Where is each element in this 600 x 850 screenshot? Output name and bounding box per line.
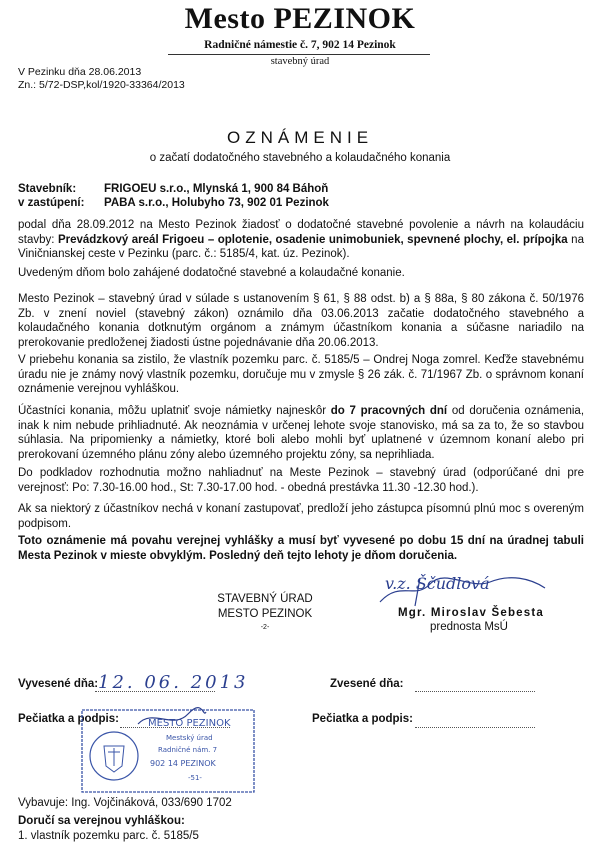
stamp-line4: 902 14 PEZINOK xyxy=(150,759,216,768)
stamp-line3: Radničné nám. 7 xyxy=(158,746,218,754)
paragraph-representation: Ak sa niektorý z účastníkov nechá v konaní zastupovať, predloží jeho zástupca písomnú plnú moc s overeným podpisom. xyxy=(18,503,584,530)
removed-label: Zvesené dňa: xyxy=(330,678,404,690)
header-divider xyxy=(168,54,430,55)
office-name: stavebný úrad xyxy=(270,56,330,67)
page-mark: -2- xyxy=(260,624,270,631)
p5-deadline: do 7 pracovných dní xyxy=(330,405,448,417)
p5-text-a: Účastníci konania, môžu uplatniť svoje námietky najneskôr xyxy=(18,405,331,417)
p5-text-c: od doručenia oznámenia, inak k nim nebude prihliadnuté. Ak neoznámia v určenej lehote svoje stanovisko, má sa za to, že so stavbou súhlasia. Na pripomienky a námietky, ktoré boli alebo mohli byť uplatnené v územnom konaní alebo pri prerokovaní územného plánu zóny alebo územného projektu zóny, sa neprihliada. xyxy=(18,405,585,461)
stamp-label-right: Pečiatka a podpis: xyxy=(312,713,413,725)
delivery-label: Doručí sa verejnou vyhláškou: xyxy=(18,815,185,827)
signatory-name: Mgr. Miroslav Šebesta xyxy=(398,607,544,619)
city-title: Mesto PEZINOK xyxy=(184,2,416,35)
removed-date-line xyxy=(415,691,535,692)
stamp-line5: -51- xyxy=(188,774,202,782)
delivery-item: 1. vlastník pozemku parc. č. 5185/5 xyxy=(18,830,199,842)
paragraph-application xyxy=(18,218,584,262)
stamp-line1: MESTO PEZINOK xyxy=(148,718,231,729)
paragraph-objections xyxy=(18,404,584,462)
agent-value: PABA s.r.o., Holubyho 73, 902 01 Pezinok xyxy=(104,197,329,209)
office-stamp-line1: STAVEBNÝ ÚRAD xyxy=(217,593,313,605)
office-stamp-line2: MESTO PEZINOK xyxy=(217,608,313,620)
paragraph-public-notice: Toto oznámenie má povahu verejnej vyhlášky a musí byť vyvesené po dobu 15 dní na úradnej tabuli Mesta Pezinok v mieste obvyklým. Posledný deň tejto lehoty je dňom doručenia. xyxy=(18,535,584,562)
p1-text: podal dňa 28.09.2012 na Mesto Pezinok žiadosť o dodatočné stavebné povolenie a návrh na kolaudáciu stavby: xyxy=(18,219,584,246)
city-address: Radničné námestie č. 7, 902 14 Pezinok xyxy=(204,39,396,51)
posted-date-handwritten: 12. 06. 2013 xyxy=(98,672,249,693)
prepared-by: Vybavuje: Ing. Vojčináková, 033/690 1702 xyxy=(18,797,232,809)
signature-scribble xyxy=(360,570,560,610)
builder-value: FRIGOEU s.r.o., Mlynská 1, 900 84 Báhoň xyxy=(104,183,329,195)
posted-date-line xyxy=(95,691,215,692)
official-stamp xyxy=(78,706,258,796)
stamp-label-left: Pečiatka a podpis: xyxy=(18,713,119,725)
signatory-role: prednosta MsÚ xyxy=(430,621,508,633)
stamp-line-right xyxy=(415,727,535,728)
stamp-line2: Mestský úrad xyxy=(166,734,213,742)
reference-number: Zn.: 5/72-DSP,kol/1920-33364/2013 xyxy=(18,79,185,91)
agent-label: v zastúpení: xyxy=(18,197,85,209)
paragraph-legal-basis: Mesto Pezinok – stavebný úrad v súlade s ustanovením § 61, § 88 odst. b) a § 88a, § 80 zákona č. 50/1976 Zb. v znení noviel (stavebný zákon) oznámilo dňa 03.06.2013 začatie dodatočného stavebného a kolaudačného konania dotknutým orgánom a známym účastníkom konania a súčasne nariadilo na prerokovanie predloženej žiadosti ústne pojednávanie dňa 20.06.2013. xyxy=(18,293,584,349)
posted-label: Vyvesené dňa: xyxy=(18,678,99,690)
notice-subheading: o začatí dodatočného stavebného a kolaudačného konania xyxy=(149,152,451,164)
paragraph-office-hours: Do podkladov rozhodnutia možno nahliadnuť na Meste Pezinok – stavebný úrad (odporúčané dni pre verejnosť: Po: 7.30-16.00 hod., St: 7.30-17.00 hod. - obedná prestávka 11.30 -12.30 hod.). xyxy=(18,467,584,494)
handwritten-signature: v.z. Ščudlová xyxy=(385,574,490,593)
p1-location: na Viničnianskej ceste v Pezinku (parc. č.: 5185/4, kat. úz. Pezinok). xyxy=(18,233,584,261)
issue-date: V Pezinku dňa 28.06.2013 xyxy=(18,66,142,78)
builder-label: Stavebník: xyxy=(18,183,77,195)
p1-project-name: Prevádzkový areál Frigoeu – oplotenie, osadenie unimobuniek, spevnené plochy, el. prípojka xyxy=(57,233,568,246)
paragraph-started: Uvedeným dňom bolo zahájené dodatočné stavebné a kolaudačné konanie. xyxy=(18,267,405,279)
paragraph-owner-deceased: V priebehu konania sa zistilo, že vlastník pozemku parc. č. 5185/5 – Ondrej Noga zomrel. Keďže stavebnému úradu nie je známy nový vlastník pozemku, doručuje mu v zmysle § 26 zák. č. 71/1967 Zb. o správnom konaní oznámenie verejnou vyhláškou. xyxy=(18,354,584,396)
notice-heading: OZNÁMENIE xyxy=(226,128,374,147)
